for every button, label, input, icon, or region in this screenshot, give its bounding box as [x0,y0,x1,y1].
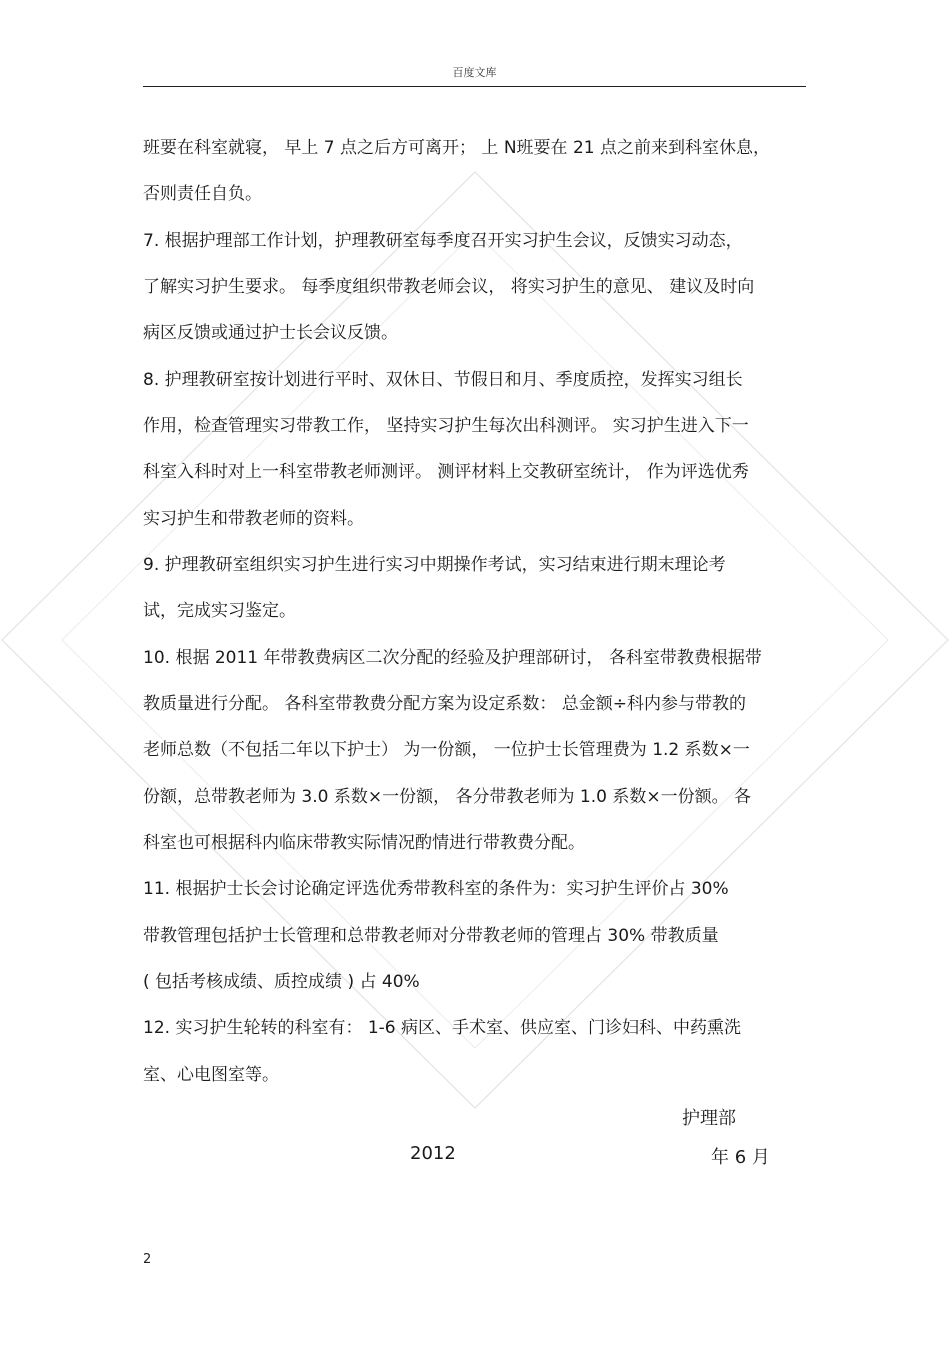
body-line: 试，完成实习鉴定。 [143,601,296,621]
body-line: 11. 根据护士长会讨论确定评选优秀带教科室的条件为：实习护生评价占 30% [143,879,729,899]
body-line: 老师总数（不包括二年以下护士） 为一份额， 一位护士长管理费为 1.2 系数×一 [143,740,750,760]
body-line: 班要在科室就寝， 早上 7 点之后方可离开； 上 N班要在 21 点之前来到科室休息， [143,138,770,158]
signature-year: 2012 [410,1143,456,1164]
body-line: 7. 根据护理部工作计划，护理教研室每季度召开实习护生会议，反馈实习动态， [143,231,743,251]
body-line: 8. 护理教研室按计划进行平时、双休日、节假日和月、季度质控，发挥实习组长 [143,370,743,390]
body-line: 实习护生和带教老师的资料。 [143,509,364,529]
body-line: 份额，总带教老师为 3.0 系数×一份额， 各分带教老师为 1.0 系数×一份额。 各 [143,787,751,807]
body-line: 12. 实习护生轮转的科室有： 1-6 病区、手术室、供应室、门诊妇科、中药熏洗 [143,1018,742,1038]
body-line: 病区反馈或通过护士长会议反馈。 [143,323,398,343]
body-line: 否则责任自负。 [143,184,262,204]
body-line: 9. 护理教研室组织实习护生进行实习中期操作考试，实习结束进行期末理论考 [143,555,726,575]
signature-month: 年 6 月 [711,1147,770,1168]
body-line: 带教管理包括护士长管理和总带教老师对分带教老师的管理占 30% 带教质量 [143,926,719,946]
page-header-title: 百度文库 [452,66,497,79]
body-line: 科室入科时对上一科室带教老师测评。 测评材料上交教研室统计， 作为评选优秀 [143,462,749,482]
body-line: 教质量进行分配。 各科室带教费分配方案为设定系数： 总金额÷科内参与带教的 [143,694,747,714]
body-line: 10. 根据 2011 年带教费病区二次分配的经验及护理部研讨， 各科室带教费根据带 [143,648,762,668]
body-line: 室、心电图室等。 [143,1065,279,1085]
header-rule [143,86,806,87]
signature-department: 护理部 [682,1108,736,1129]
page-number: 2 [143,1252,152,1267]
body-line: 了解实习护生要求。 每季度组织带教老师会议， 将实习护生的意见、 建议及时向 [143,277,755,297]
body-line: 科室也可根据科内临床带教实际情况酌情进行带教费分配。 [143,833,585,853]
body-line: ( 包括考核成绩、质控成绩 ) 占 40% [143,972,420,992]
body-line: 作用，检查管理实习带教工作， 坚持实习护生每次出科测评。 实习护生进入下一 [143,416,749,436]
